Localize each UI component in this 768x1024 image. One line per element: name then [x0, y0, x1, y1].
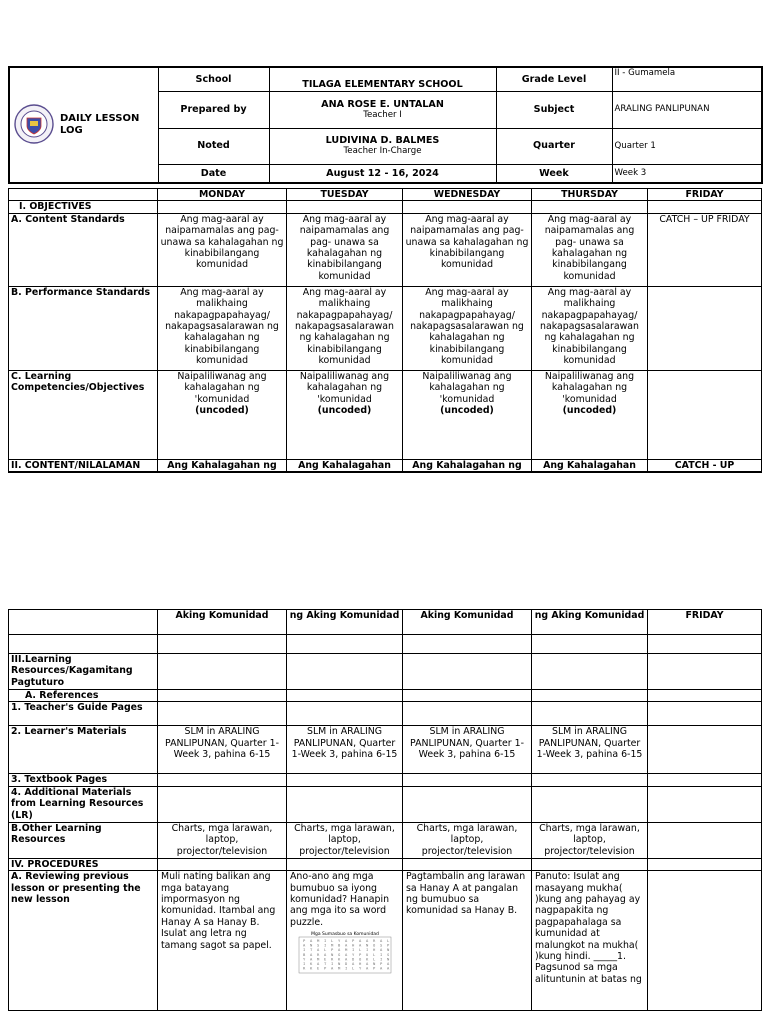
objectives-table	[8, 188, 762, 473]
svg-text:R: R	[373, 938, 376, 944]
svg-text:L: L	[324, 947, 327, 953]
uncoded-label: (uncoded)	[440, 405, 494, 417]
empty-cell	[403, 858, 532, 870]
day-tuesday: TUESDAY	[287, 189, 403, 201]
svg-text:P: P	[380, 961, 383, 967]
svg-text:O: O	[373, 942, 376, 948]
svg-text:G: G	[338, 952, 341, 958]
svg-text:A: A	[366, 961, 369, 967]
svg-text:D: D	[352, 956, 355, 962]
empty-cell	[532, 201, 648, 213]
date-value: August 12 - 16, 2024	[269, 164, 496, 183]
competency-tue	[287, 370, 403, 459]
grade-value: II - Gumamela	[612, 67, 762, 91]
performance-wed: Ang mag-aaral ay malikhaing nakapagpapahayag/ nakapagsasalarawan ng kahalagahan ng kinabibilangang komunidad	[403, 286, 532, 370]
svg-text:A: A	[345, 952, 348, 958]
svg-text:I: I	[303, 947, 306, 953]
svg-text:I: I	[380, 956, 383, 962]
svg-text:N: N	[331, 952, 334, 958]
svg-text:A: A	[317, 961, 320, 967]
performance-mon: Ang mag-aaral ay malikhaing nakapagpapahayag/ nakapagsasalarawan ng kahalagahan ng kinabibilangang komunidad	[158, 286, 287, 370]
content-label: II. CONTENT/NILALAMAN	[9, 459, 158, 472]
learners-materials-label: 2. Learner's Materials	[9, 726, 158, 774]
content-standards-thu: Ang mag-aaral ay naipamamalas ang pag- unawa sa kahalagahan ng kinabibilangang komunidad	[532, 213, 648, 286]
svg-text:B: B	[303, 952, 306, 958]
svg-text:R: R	[331, 956, 334, 962]
empty-cell	[287, 858, 403, 870]
word-puzzle-image	[297, 930, 393, 978]
competency-text: Naipaliliwanag ang kahalagahan ng 'komunidad	[299, 370, 390, 405]
empty-cell	[648, 702, 762, 726]
competency-text: Naipaliliwanag ang kahalagahan ng 'komunidad	[177, 370, 267, 405]
school-label: School	[158, 67, 269, 91]
review-thu: Panuto: Isulat ang masayang mukha( )kung ang pahayag ay nagpapakita ng pagpapahalaga sa kumunidad at malungkot na mukha( )kung hindi. _____1. Pagsunod sa mga alituntunin at batas ng	[532, 871, 648, 1011]
subject-value: ARALING PANLIPUNAN	[612, 91, 762, 128]
week-value: Week 3	[612, 164, 762, 183]
empty-cell	[403, 702, 532, 726]
day-thursday: THURSDAY	[532, 189, 648, 201]
other-wed: Charts, mga larawan, laptop, projector/television	[403, 822, 532, 858]
puzzle-title: Mga Sumasbuo sa Komunidad	[311, 932, 379, 938]
resources-table	[8, 609, 762, 1011]
svg-text:P: P	[352, 938, 355, 944]
svg-text:H: H	[352, 942, 355, 948]
svg-text:T: T	[324, 961, 327, 967]
review-mon: Muli nating balikan ang mga batayang impormasyon ng komunidad. Itambal ang Hanay A sa Hanay B. Isulat ang letra ng tamang sagot sa papel.	[158, 871, 287, 1011]
svg-text:A: A	[352, 961, 355, 967]
other-mon: Charts, mga larawan, laptop, projector/television	[158, 822, 287, 858]
content-standards-wed: Ang mag-aaral ay naipamamalas ang pag- unawa sa kahalagahan ng kinabibilangang komunidad	[403, 213, 532, 286]
lm-thu: SLM in ARALING PANLIPUNAN, Quarter 1-Week 3, pahina 6-15	[532, 726, 648, 774]
puzzle-grid	[303, 938, 390, 971]
noted-label: Noted	[158, 128, 269, 164]
svg-text:A: A	[303, 942, 306, 948]
week-label: Week	[496, 164, 612, 183]
competency-wed	[403, 370, 532, 459]
svg-text:N: N	[387, 947, 390, 953]
empty-cell	[532, 702, 648, 726]
content-standards-mon: Ang mag-aaral ay naipamamalas ang pag- unawa sa kahalagahan ng kinabibilangang komunidad	[158, 213, 287, 286]
content-thu: Ang Kahalagahan	[532, 459, 648, 472]
svg-text:S: S	[387, 952, 390, 958]
svg-text:P: P	[359, 952, 362, 958]
svg-text:A: A	[359, 938, 362, 944]
empty-cell	[648, 286, 762, 370]
content-cont-wed: Aking Komunidad	[403, 610, 532, 635]
svg-text:T: T	[310, 947, 313, 953]
noted-name: LUDIVINA D. BALMES	[325, 135, 440, 146]
content-standards-tue: Ang mag-aaral ay naipamamalas ang pag- unawa sa kahalagahan ng kinabibilangang komunidad	[287, 213, 403, 286]
content-cont-mon: Aking Komunidad	[158, 610, 287, 635]
empty-cell	[648, 635, 762, 654]
competency-mon	[158, 370, 287, 459]
prepared-name: ANA ROSE E. UNTALAN	[321, 98, 444, 110]
svg-text:L: L	[373, 952, 376, 958]
school-value: TILAGA ELEMENTARY SCHOOL	[269, 67, 496, 91]
lm-mon: SLM in ARALING PANLIPUNAN, Quarter 1-Week 3, pahina 6-15	[158, 726, 287, 774]
svg-text:B: B	[338, 942, 341, 948]
empty-cell	[287, 774, 403, 786]
svg-text:K: K	[338, 956, 341, 962]
empty-cell	[9, 610, 158, 635]
uncoded-label: (uncoded)	[195, 405, 249, 417]
svg-text:P: P	[331, 947, 334, 953]
svg-text:M: M	[317, 956, 320, 962]
performance-tue: Ang mag-aaral ay malikhaing nakapagpapahayag/ nakapagsasalarawan ng kahalagahan ng kinabibilangang komunidad	[287, 286, 403, 370]
svg-text:K: K	[310, 965, 313, 971]
teachers-guide-label: 1. Teacher's Guide Pages	[9, 702, 158, 726]
review-tue-cell	[287, 871, 403, 1011]
performance-standards-label: B. Performance Standards	[9, 286, 158, 370]
svg-text:K: K	[366, 956, 369, 962]
uncoded-label: (uncoded)	[317, 405, 372, 417]
svg-text:L: L	[387, 938, 390, 944]
svg-text:A: A	[345, 938, 348, 944]
quarter-value: Quarter 1	[612, 128, 762, 164]
other-thu: Charts, mga larawan, laptop, projector/television	[532, 822, 648, 858]
empty-cell	[403, 654, 532, 690]
svg-text:A: A	[380, 938, 383, 944]
svg-text:D: D	[345, 961, 348, 967]
svg-text:I: I	[366, 947, 369, 953]
svg-text:I: I	[352, 947, 355, 953]
prepared-role: Teacher I	[363, 109, 402, 120]
svg-text:N: N	[310, 942, 313, 948]
day-monday: MONDAY	[158, 189, 287, 201]
uncoded-label: (uncoded)	[562, 405, 617, 417]
logo-cell	[9, 67, 158, 183]
empty-cell	[648, 871, 762, 1011]
svg-text:A: A	[366, 938, 369, 944]
empty-cell	[532, 858, 648, 870]
review-wed: Pagtambalin ang larawan sa Hanay A at pangalan ng bumubuo sa komunidad sa Hanay B.	[403, 871, 532, 1011]
svg-text:P: P	[303, 938, 306, 944]
svg-text:M: M	[317, 938, 320, 944]
svg-text:P: P	[387, 942, 390, 948]
svg-text:A: A	[387, 961, 390, 967]
svg-text:I: I	[331, 961, 334, 967]
svg-text:A: A	[387, 965, 390, 971]
empty-cell	[158, 786, 287, 822]
empty-cell	[648, 726, 762, 774]
quarter-label: Quarter	[496, 128, 612, 164]
day-corner	[9, 189, 158, 201]
textbook-pages-label: 3. Textbook Pages	[9, 774, 158, 786]
svg-text:Y: Y	[303, 956, 306, 962]
svg-text:A: A	[366, 965, 369, 971]
svg-text:Y: Y	[338, 938, 341, 944]
header-table	[8, 66, 763, 184]
svg-text:R: R	[317, 952, 320, 958]
document-title: DAILY LESSON LOG	[60, 113, 140, 136]
svg-text:M: M	[345, 947, 348, 953]
svg-text:S: S	[317, 942, 320, 948]
svg-text:A: A	[324, 952, 327, 958]
svg-text:O: O	[359, 956, 362, 962]
svg-text:I: I	[324, 938, 327, 944]
other-resources-label: B.Other Learning Resources	[9, 822, 158, 858]
empty-cell	[158, 654, 287, 690]
svg-text:S: S	[380, 942, 383, 948]
empty-cell	[403, 786, 532, 822]
competency-text: Naipaliliwanag ang kahalagahan ng 'komunidad	[544, 370, 635, 405]
other-tue: Charts, mga larawan, laptop, projector/television	[287, 822, 403, 858]
svg-text:A: A	[310, 952, 313, 958]
empty-cell	[648, 858, 762, 870]
references-label: A. References	[9, 690, 158, 702]
svg-text:N: N	[373, 961, 376, 967]
content-wed: Ang Kahalagahan ng	[403, 459, 532, 472]
svg-text:A: A	[317, 947, 320, 953]
svg-text:A: A	[310, 956, 313, 962]
lm-tue: SLM in ARALING PANLIPUNAN, Quarter 1-Week 3, pahina 6-15	[287, 726, 403, 774]
competency-thu	[532, 370, 648, 459]
subject-label: Subject	[496, 91, 612, 128]
empty-cell	[9, 635, 158, 654]
svg-text:U: U	[366, 952, 369, 958]
svg-text:Y: Y	[352, 952, 355, 958]
svg-text:N: N	[387, 956, 390, 962]
empty-cell	[648, 370, 762, 459]
grade-label: Grade Level	[496, 67, 612, 91]
empty-cell	[287, 702, 403, 726]
empty-cell	[403, 774, 532, 786]
empty-cell	[648, 654, 762, 690]
svg-text:A: A	[380, 965, 383, 971]
catch-up-friday: CATCH – UP FRIDAY	[648, 213, 762, 286]
empty-cell	[158, 201, 287, 213]
svg-text:I: I	[324, 942, 327, 948]
svg-text:E: E	[324, 956, 327, 962]
svg-text:K: K	[310, 961, 313, 967]
noted-role: Teacher In-Charge	[343, 146, 422, 157]
empty-cell	[158, 858, 287, 870]
empty-cell	[532, 654, 648, 690]
procedures-label: IV. PROCEDURES	[9, 858, 158, 870]
competencies-label: C. Learning Competencies/Objectives	[9, 370, 158, 459]
competency-text: Naipaliliwanag ang kahalagahan ng 'komunidad	[422, 370, 512, 405]
svg-text:A: A	[359, 942, 362, 948]
svg-text:H: H	[359, 961, 362, 967]
day-wednesday: WEDNESDAY	[403, 189, 532, 201]
svg-text:L: L	[331, 938, 334, 944]
empty-cell	[403, 690, 532, 702]
svg-text:A: A	[380, 947, 383, 953]
svg-text:I: I	[303, 961, 306, 967]
empty-cell	[648, 690, 762, 702]
empty-cell	[287, 690, 403, 702]
content-cont-fri: FRIDAY	[648, 610, 762, 635]
svg-text:P: P	[324, 965, 327, 971]
additional-materials-label: 4. Additional Materials from Learning Resources (LR)	[9, 786, 158, 822]
svg-text:M: M	[338, 965, 341, 971]
empty-cell	[403, 201, 532, 213]
content-cont-thu: ng Aking Komunidad	[532, 610, 648, 635]
svg-text:H: H	[373, 947, 376, 953]
svg-text:A: A	[310, 938, 313, 944]
objectives-heading: I. OBJECTIVES	[9, 201, 158, 213]
resources-label: III.Learning Resources/Kagamitang Pagtuturo	[9, 654, 158, 690]
empty-cell	[648, 201, 762, 213]
content-mon: Ang Kahalagahan ng	[158, 459, 287, 472]
svg-text:M: M	[331, 942, 334, 948]
prepared-label: Prepared by	[158, 91, 269, 128]
date-label: Date	[158, 164, 269, 183]
content-fri: CATCH - UP	[648, 459, 762, 472]
svg-text:A: A	[345, 942, 348, 948]
svg-text:I: I	[345, 965, 348, 971]
svg-text:N: N	[338, 961, 341, 967]
empty-cell	[287, 201, 403, 213]
svg-text:I: I	[380, 952, 383, 958]
empty-cell	[287, 786, 403, 822]
review-lesson-label: A. Reviewing previous lesson or presenting the new lesson	[9, 871, 158, 1011]
svg-text:L: L	[352, 965, 355, 971]
deped-seal-icon	[14, 104, 54, 144]
empty-cell	[158, 690, 287, 702]
empty-cell	[158, 702, 287, 726]
svg-text:Y: Y	[359, 965, 362, 971]
empty-cell	[532, 690, 648, 702]
empty-cell	[158, 774, 287, 786]
empty-cell	[532, 635, 648, 654]
svg-text:A: A	[338, 947, 341, 953]
review-tue: Ano-ano ang mga bumubuo sa iyong komunidad? Hanapin ang mga ito sa word puzzle.	[290, 871, 390, 928]
empty-cell	[648, 822, 762, 858]
svg-text:R: R	[303, 965, 306, 971]
day-friday: FRIDAY	[648, 189, 762, 201]
empty-cell	[532, 774, 648, 786]
content-standards-label: A. Content Standards	[9, 213, 158, 286]
prepared-cell	[269, 91, 496, 128]
svg-text:E: E	[317, 965, 320, 971]
empty-cell	[158, 635, 287, 654]
svg-text:L: L	[359, 947, 362, 953]
empty-cell	[532, 786, 648, 822]
svg-text:L: L	[373, 956, 376, 962]
performance-thu: Ang mag-aaral ay malikhaing nakapagpapahayag/ nakapagsasalarawan ng kahalagahan ng kinabibilangang komunidad	[532, 286, 648, 370]
content-cont-tue: ng Aking Komunidad	[287, 610, 403, 635]
empty-cell	[287, 654, 403, 690]
empty-cell	[648, 774, 762, 786]
empty-cell	[648, 786, 762, 822]
empty-cell	[287, 635, 403, 654]
svg-text:N: N	[366, 942, 369, 948]
content-tue: Ang Kahalagahan	[287, 459, 403, 472]
lm-wed: SLM in ARALING PANLIPUNAN, Quarter 1-Week 3, pahina 6-15	[403, 726, 532, 774]
svg-text:A: A	[345, 956, 348, 962]
svg-text:A: A	[331, 965, 334, 971]
empty-cell	[403, 635, 532, 654]
svg-text:P: P	[373, 965, 376, 971]
noted-cell	[269, 128, 496, 164]
